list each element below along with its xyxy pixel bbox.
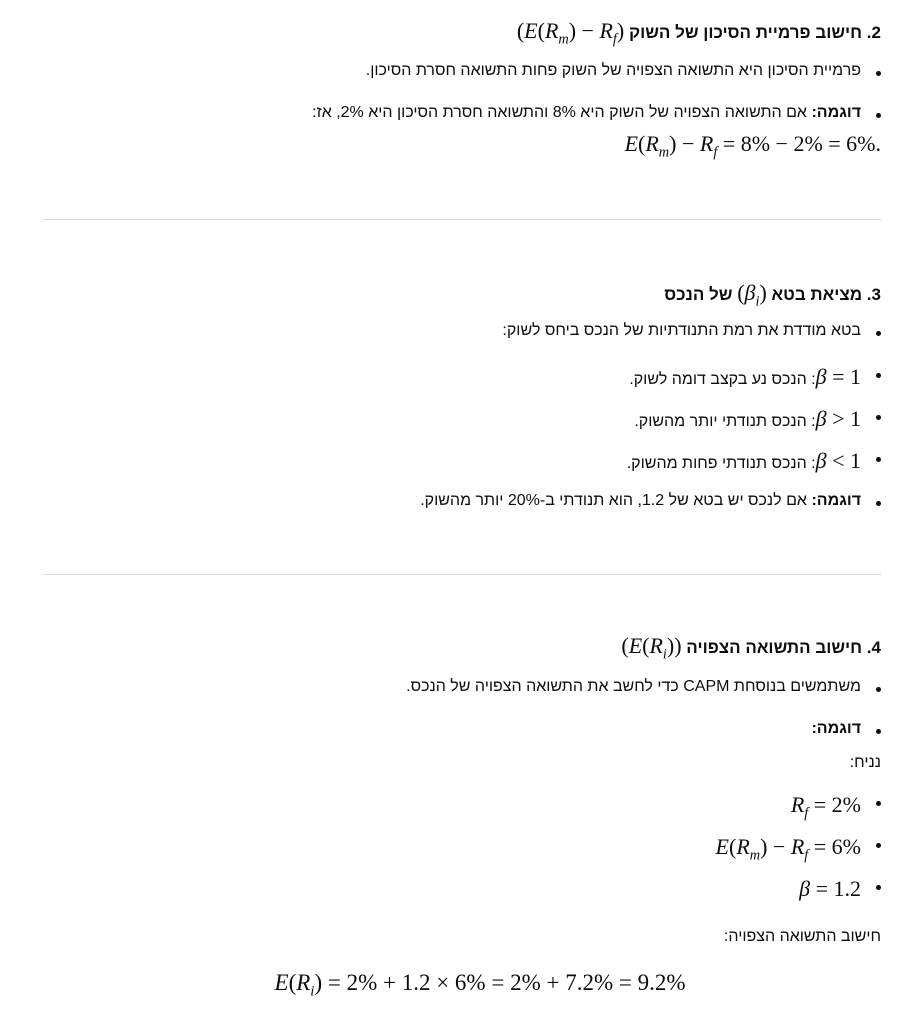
assumption-risk-free: $R_f = 2\%$ [791,792,881,822]
calc-label: חישוב התשואה הצפויה: [723,928,881,945]
beta-less-1-math: β < 1 [815,448,861,473]
section-3-number: 3. [866,285,881,304]
section-2-heading-math: $(E(R_m) - R_f)$ [516,18,625,48]
beta-equals-1-math: β = 1 [815,364,861,389]
section-4-example [811,720,881,738]
beta-greater-1-text: : הנכס תנודתי יותר מהשוק. [634,413,816,430]
section-divider-1 [43,219,881,220]
section-4-bullet-1-text: משתמשים בנוסחת CAPM כדי לחשב את התשואה הצפויה של הנכס. [406,678,861,695]
section-2-example-text: אם התשואה הצפויה של השוק היא 8% והתשואה חסרת הסיכון היא 2%, אז: [312,104,807,121]
section-2-example-label: דוגמה: [811,104,861,121]
section-3-bullet-1-text: בטא מודדת את רמת התנודתיות של הנכס ביחס לשוק: [502,322,861,339]
section-4-example-label: דוגמה: [811,720,861,737]
section-2-example-equation: $E(R_m) - R_f = 8\% - 2\% = 6\%$. [624,131,881,161]
section-4-heading [621,633,881,663]
section-divider-2 [43,574,881,575]
section-3-example-label: דוגמה: [811,492,861,509]
section-4-title: חישוב התשואה הצפויה [686,638,863,657]
section-2-bullet-1 [366,62,881,80]
beta-less-1-text: : הנכס תנודתי פחות מהשוק. [626,455,816,472]
section-3-title: מציאת בטא [771,285,863,304]
section-3-heading-math: $(\beta_i)$ [737,280,767,310]
assumption-beta: β = 1.2 [799,876,881,902]
section-3-heading [664,280,881,310]
section-2-bullet-1-text: פרמיית הסיכון היא התשואה הצפויה של השוק פחות התשואה חסרת הסיכון. [365,62,861,79]
section-2-title: חישוב פרמיית הסיכון של השוק [628,23,863,42]
section-4-heading-math: $(E(R_i))$ [621,633,682,663]
section-4-bullet-1 [406,678,881,696]
section-2-example [312,104,881,122]
section-3-example-text: אם לנכס יש בטא של 1.2, הוא תנודתי ב-20% יותר מהשוק. [420,492,807,509]
section-3-bullet-3 [634,406,881,432]
section-3-title-tail: של הנכס [664,285,733,304]
beta-equals-1-text: : הנכס נע בקצב דומה לשוק. [629,371,816,388]
section-3-bullet-2 [629,364,881,390]
beta-greater-1-math: β > 1 [815,406,861,431]
section-2-number: 2. [866,23,881,42]
final-equation: $E(R_i) = 2\% + 1.2 \times 6\% = 2\% + 7.2\% = 9.2\%$ [274,970,686,1000]
section-3-bullet-4 [627,448,881,474]
section-3-example [420,492,881,510]
section-4-number: 4. [866,638,881,657]
assumption-market-premium: $E(R_m) - R_f = 6\%$ [716,834,881,864]
section-3-bullet-1 [502,322,881,340]
section-2-heading [517,18,881,48]
assume-label: נניח: [849,754,881,771]
